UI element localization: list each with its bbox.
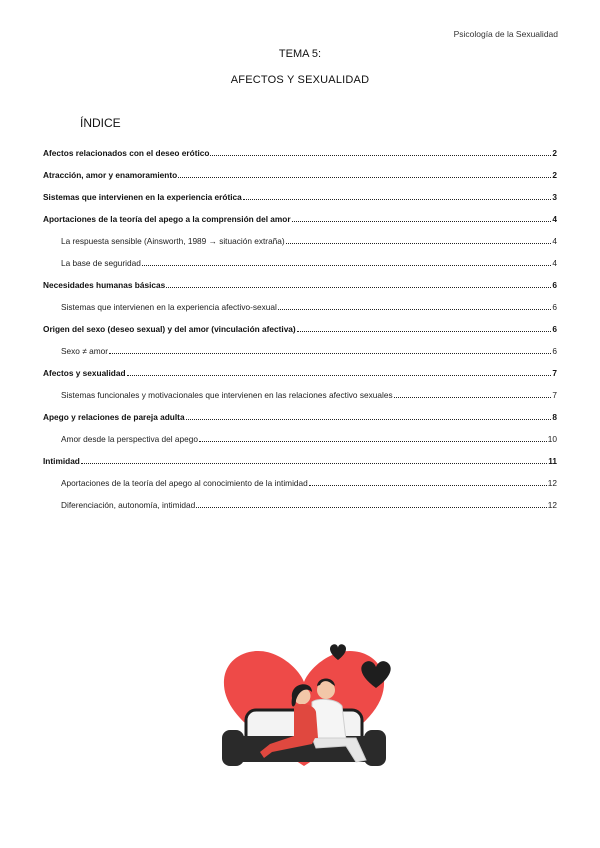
couple-heart-illustration (216, 640, 392, 774)
toc-entry-label: Sistemas funcionales y motivacionales que intervienen en las relaciones afectivo sexuales (61, 390, 393, 400)
toc-entry-label: Necesidades humanas básicas (43, 280, 166, 290)
toc-entry[interactable] (43, 454, 557, 476)
toc-entry-label: Sistemas que intervienen en la experiencia afectivo-sexual (61, 302, 277, 312)
toc-entry-label: Aportaciones de la teoría del apego a la comprensión del amor (43, 214, 291, 224)
toc-leader-dots (297, 324, 552, 332)
toc-entry[interactable] (43, 212, 557, 234)
toc-entry-page: 4 (552, 236, 557, 246)
sofa-arm (364, 730, 386, 766)
toc-entry[interactable] (43, 168, 557, 190)
toc-leader-dots (196, 500, 547, 508)
toc-entry[interactable] (43, 278, 557, 300)
toc-leader-dots (292, 214, 552, 222)
toc-entry-page: 2 (552, 170, 557, 180)
toc-entry-page: 6 (552, 324, 557, 334)
woman-body (294, 704, 318, 738)
header-note: Psicología de la Sexualidad (453, 29, 558, 39)
toc-entry-page: 11 (548, 456, 557, 466)
toc-leader-dots (243, 192, 552, 200)
toc-entry-page: 12 (547, 500, 557, 510)
toc-entry[interactable] (43, 366, 557, 388)
toc-entry-page: 4 (552, 214, 557, 224)
toc-entry-label: Origen del sexo (deseo sexual) y del amor (vinculación afectiva) (43, 324, 296, 334)
toc-entry-page: 6 (552, 280, 557, 290)
toc-entry-label: Sexo ≠ amor (61, 346, 108, 356)
toc-leader-dots (278, 302, 552, 310)
toc-entry-label: La base de seguridad (61, 258, 141, 268)
toc-entry-page: 7 (552, 368, 557, 378)
toc-entry[interactable] (43, 476, 557, 498)
toc-leader-dots (109, 346, 551, 354)
toc-entry-page: 3 (552, 192, 557, 202)
toc-entry-page: 6 (552, 302, 557, 312)
toc-leader-dots (166, 280, 551, 288)
toc-entry-page: 4 (552, 258, 557, 268)
toc-entry[interactable] (43, 322, 557, 344)
toc-leader-dots (178, 170, 551, 178)
topic-title: AFECTOS Y SEXUALIDAD (230, 74, 370, 86)
toc-entry[interactable] (43, 344, 557, 366)
toc-entry-page: 6 (552, 346, 557, 356)
toc-entry[interactable] (43, 388, 557, 410)
toc-entry-page: 12 (547, 478, 557, 488)
toc-entry[interactable] (43, 190, 557, 212)
toc-leader-dots (286, 236, 552, 244)
toc-entry[interactable] (43, 432, 557, 454)
toc-entry[interactable] (43, 410, 557, 432)
toc-entry-page: 8 (552, 412, 557, 422)
toc-leader-dots (186, 412, 552, 420)
index-heading: ÍNDICE (80, 116, 121, 130)
toc-leader-dots (210, 148, 551, 156)
table-of-contents (43, 146, 557, 520)
toc-leader-dots (81, 456, 547, 464)
toc-entry[interactable] (43, 300, 557, 322)
toc-entry-label: Atracción, amor y enamoramiento (43, 170, 178, 180)
toc-leader-dots (394, 390, 552, 398)
toc-entry-label: Amor desde la perspectiva del apego (61, 434, 198, 444)
toc-leader-dots (309, 478, 547, 486)
toc-entry-label: Afectos y sexualidad (43, 368, 126, 378)
toc-entry[interactable] (43, 498, 557, 520)
toc-entry-label: Diferenciación, autonomía, intimidad (61, 500, 196, 510)
title-block (0, 48, 600, 86)
toc-entry-label: Apego y relaciones de pareja adulta (43, 412, 185, 422)
toc-entry-page: 10 (547, 434, 557, 444)
toc-entry[interactable] (43, 146, 557, 168)
toc-entry-label: Sistemas que intervienen en la experiencia erótica (43, 192, 242, 202)
toc-leader-dots (127, 368, 552, 376)
toc-entry[interactable] (43, 234, 557, 256)
toc-leader-dots (199, 434, 547, 442)
toc-entry-page: 2 (552, 148, 557, 158)
topic-number: TEMA 5: (278, 48, 322, 60)
toc-entry-page: 7 (552, 390, 557, 400)
toc-leader-dots (142, 258, 552, 266)
toc-entry-label: La respuesta sensible (Ainsworth, 1989 → situación extraña) (61, 236, 285, 246)
toc-entry-label: Intimidad (43, 456, 80, 466)
toc-entry[interactable] (43, 256, 557, 278)
sofa-arm (222, 730, 244, 766)
toc-entry-label: Aportaciones de la teoría del apego al conocimiento de la intimidad (61, 478, 308, 488)
toc-entry-label: Afectos relacionados con el deseo erótico (43, 148, 210, 158)
